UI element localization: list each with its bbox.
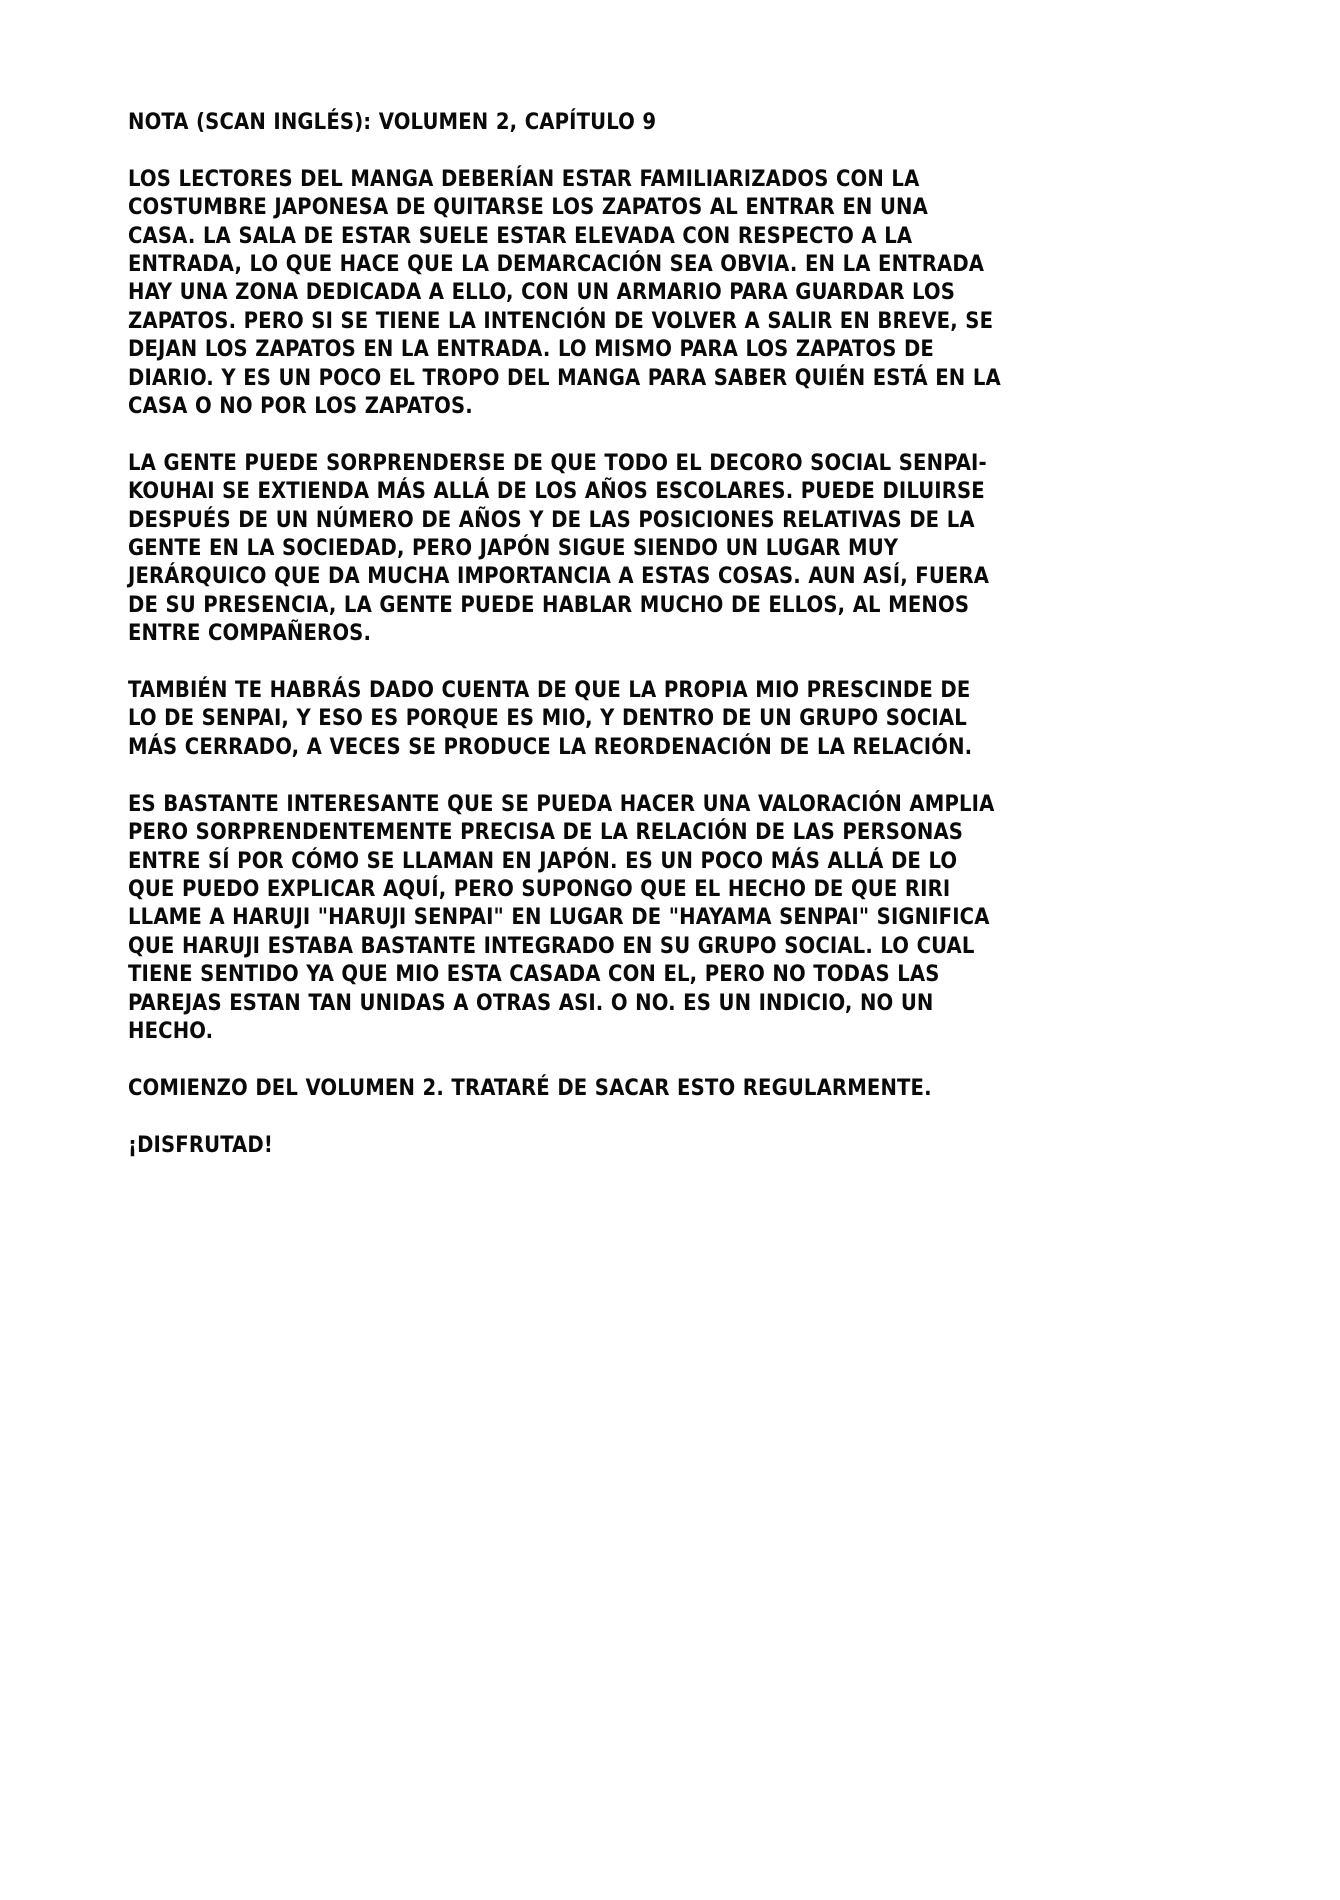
note-closing-line: COMIENZO DEL VOLUMEN 2. TRATARÉ DE SACAR ESTO REGULARMENTE. (128, 1074, 932, 1101)
note-paragraph-3: TAMBIÉN TE HABRÁS DADO CUENTA DE QUE LA PROPIA MIO PRESCINDE DE LO DE SENPAI, Y ESO ES PORQUE ES MIO, Y DENTRO DE UN GRUPO SOCIAL MÁS CERRADO, A VECES SE PRODUCE LA REORDENACIÓN DE LA RELACIÓN. (128, 677, 973, 760)
note-paragraph-4: ES BASTANTE INTERESANTE QUE SE PUEDA HACER UNA VALORACIÓN AMPLIA PERO SORPRENDENTEMENTE PRECISA DE LA RELACIÓN DE LAS PERSONAS ENTRE SÍ POR CÓMO SE LLAMAN EN JAPÓN. ES UN POCO MÁS ALLÁ DE LO QUE PUEDO EXPLICAR AQUÍ, PERO SUPONGO QUE EL HECHO DE QUE RIRI LLAME A HARUJI "HARUJI SENPAI" EN LUGAR DE "HAYAMA SENPAI" SIGNIFICA QUE HARUJI ESTABA BASTANTE INTEGRADO EN SU GRUPO SOCIAL. LO CUAL TIENE SENTIDO YA QUE MIO ESTA CASADA CON EL, PERO NO TODAS LAS PAREJAS ESTAN TAN UNIDAS A OTRAS ASI. O NO. ES UN INDICIO, NO UN HECHO. (128, 790, 995, 1044)
note-paragraph-1: LOS LECTORES DEL MANGA DEBERÍAN ESTAR FAMILIARIZADOS CON LA COSTUMBRE JAPONESA DE QUITARSE LOS ZAPATOS AL ENTRAR EN UNA CASA. LA SALA DE ESTAR SUELE ESTAR ELEVADA CON RESPECTO A LA ENTRADA, LO QUE HACE QUE LA DEMARCACIÓN SEA OBVIA. EN LA ENTRADA HAY UNA ZONA DEDICADA A ELLO, CON UN ARMARIO PARA GUARDAR LOS ZAPATOS. PERO SI SE TIENE LA INTENCIÓN DE VOLVER A SALIR EN BREVE, SE DEJAN LOS ZAPATOS EN LA ENTRADA. LO MISMO PARA LOS ZAPATOS DE DIARIO. Y ES UN POCO EL TROPO DEL MANGA PARA SABER QUIÉN ESTÁ EN LA CASA O NO POR LOS ZAPATOS. (128, 165, 1001, 420)
note-title: NOTA (SCAN INGLÉS): VOLUMEN 2, CAPÍTULO 9 (128, 109, 657, 135)
translator-note (128, 108, 1028, 1159)
note-paragraph-2: LA GENTE PUEDE SORPRENDERSE DE QUE TODO EL DECORO SOCIAL SENPAI-KOUHAI SE EXTIENDA MÁS ALLÁ DE LOS AÑOS ESCOLARES. PUEDE DILUIRSE DESPUÉS DE UN NÚMERO DE AÑOS Y DE LAS POSICIONES RELATIVAS DE LA GENTE EN LA SOCIEDAD, PERO JAPÓN SIGUE SIENDO UN LUGAR MUY JERÁRQUICO QUE DA MUCHA IMPORTANCIA A ESTAS COSAS. AUN ASÍ, FUERA DE SU PRESENCIA, LA GENTE PUEDE HABLAR MUCHO DE ELLOS, AL MENOS ENTRE COMPAÑEROS. (128, 449, 990, 647)
note-signoff: ¡DISFRUTAD! (128, 1131, 273, 1158)
